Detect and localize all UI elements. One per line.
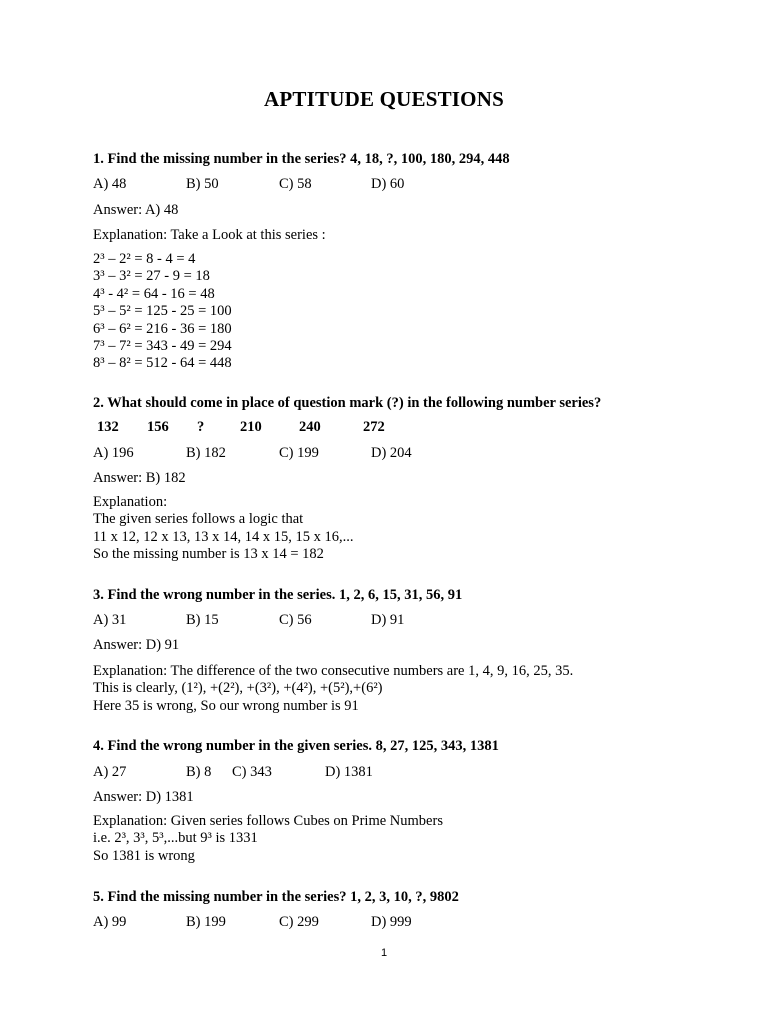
explanation-line: Here 35 is wrong, So our wrong number is 91	[93, 697, 359, 714]
explanation-line: This is clearly, (1²), +(2²), +(3²), +(4²), +(5²),+(6²)	[93, 680, 383, 697]
sequence-term: 132	[97, 419, 119, 435]
question-4-answer: Answer: D) 1381	[93, 789, 194, 805]
option-d: D) 1381	[325, 764, 373, 780]
option-c: C) 299	[279, 914, 319, 930]
option-a: A) 48	[93, 176, 127, 192]
page-number: 1	[380, 947, 388, 959]
option-d: D) 60	[371, 176, 405, 192]
question-4-options	[93, 764, 693, 782]
option-b: B) 15	[186, 612, 219, 628]
option-a: A) 196	[93, 445, 134, 461]
option-d: D) 999	[371, 914, 412, 930]
step-line: 4³ - 4² = 64 - 16 = 48	[93, 285, 215, 302]
explanation-line: Explanation:	[93, 494, 168, 510]
option-b: B) 182	[186, 445, 226, 461]
option-b: B) 50	[186, 176, 219, 192]
question-1-answer: Answer: A) 48	[93, 202, 179, 218]
option-c: C) 56	[279, 612, 312, 628]
explanation-line: Explanation: Given series follows Cubes on Prime Numbers	[93, 813, 443, 829]
question-3-explanation	[93, 663, 573, 715]
option-c: C) 343	[232, 764, 272, 780]
question-1-steps	[93, 251, 232, 373]
question-4-explanation	[93, 813, 443, 865]
question-2-options	[93, 445, 693, 463]
explanation-line: i.e. 2³, 3³, 5³,...but 9³ is 1331	[93, 830, 258, 847]
step-line: 7³ – 7² = 343 - 49 = 294	[93, 338, 232, 355]
document-title: APTITUDE QUESTIONS	[264, 87, 504, 111]
explanation-line: So 1381 is wrong	[93, 847, 195, 864]
option-a: A) 27	[93, 764, 127, 780]
question-1: 1. Find the missing number in the series? 4, 18, ?, 100, 180, 294, 448	[93, 151, 510, 167]
sequence-term: 272	[363, 419, 385, 435]
sequence-term: 156	[147, 419, 169, 435]
question-3-answer: Answer: D) 91	[93, 637, 180, 653]
explanation-line: Explanation: The difference of the two consecutive numbers are 1, 4, 9, 16, 25, 35.	[93, 663, 574, 679]
step-line: 6³ – 6² = 216 - 36 = 180	[93, 320, 232, 337]
step-line: 2³ – 2² = 8 - 4 = 4	[93, 251, 196, 267]
option-b: B) 8	[186, 764, 212, 780]
question-4: 4. Find the wrong number in the given series. 8, 27, 125, 343, 1381	[93, 738, 499, 754]
option-c: C) 199	[279, 445, 319, 461]
step-line: 5³ – 5² = 125 - 25 = 100	[93, 303, 232, 320]
question-2-answer: Answer: B) 182	[93, 470, 186, 486]
sequence-term: ?	[197, 419, 205, 435]
step-line: 8³ – 8² = 512 - 64 = 448	[93, 355, 232, 372]
option-d: D) 204	[371, 445, 412, 461]
sequence-term: 240	[299, 419, 321, 435]
option-c: C) 58	[279, 176, 312, 192]
question-2: 2. What should come in place of question mark (?) in the following number series?	[93, 395, 602, 411]
question-1-options	[93, 176, 693, 194]
question-2-sequence	[93, 419, 493, 437]
sequence-term: 210	[240, 419, 262, 435]
question-1-explanation: Explanation: Take a Look at this series :	[93, 227, 326, 243]
step-line: 3³ – 3² = 27 - 9 = 18	[93, 268, 210, 285]
question-5: 5. Find the missing number in the series? 1, 2, 3, 10, ?, 9802	[93, 889, 459, 905]
option-b: B) 199	[186, 914, 226, 930]
explanation-line: The given series follows a logic that	[93, 511, 304, 528]
option-d: D) 91	[371, 612, 405, 628]
option-a: A) 99	[93, 914, 127, 930]
explanation-line: So the missing number is 13 x 14 = 182	[93, 546, 324, 563]
question-5-options	[93, 914, 693, 932]
question-3: 3. Find the wrong number in the series. 1, 2, 6, 15, 31, 56, 91	[93, 587, 463, 603]
question-3-options	[93, 612, 693, 630]
option-a: A) 31	[93, 612, 127, 628]
question-2-explanation	[93, 494, 353, 564]
explanation-line: 11 x 12, 12 x 13, 13 x 14, 14 x 15, 15 x 16,...	[93, 528, 354, 545]
